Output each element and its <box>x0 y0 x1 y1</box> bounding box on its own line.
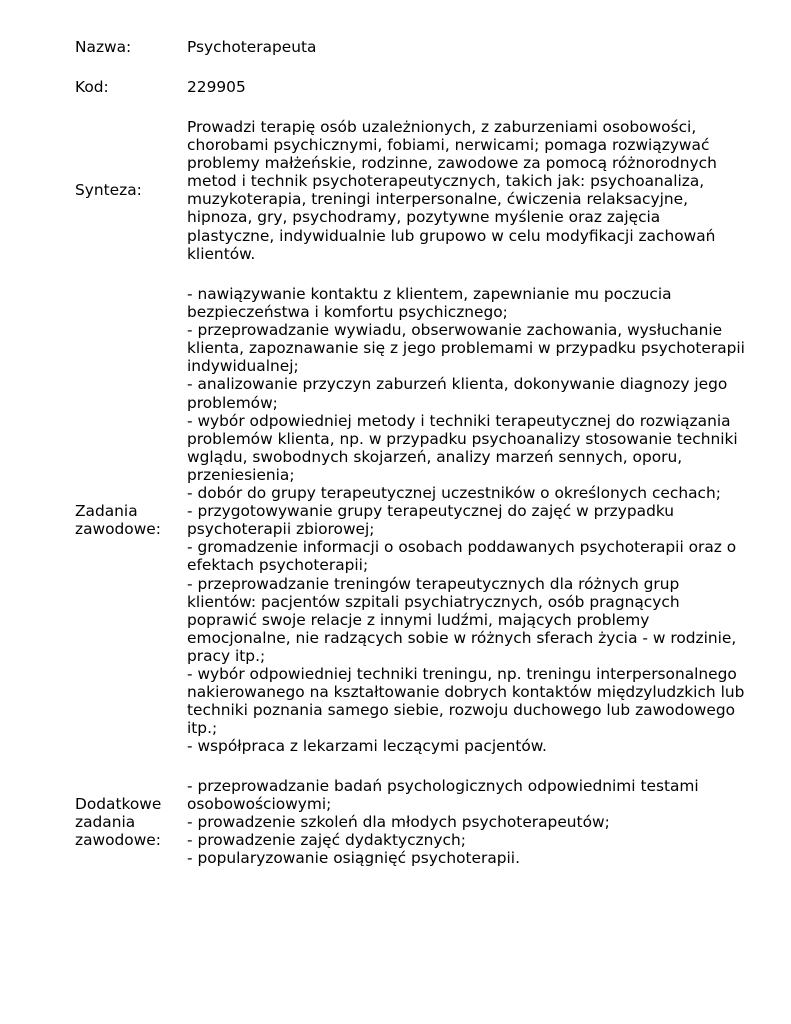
task-line: - gromadzenie informacji o osobach poddawanych psychoterapii oraz o <box>187 538 737 557</box>
additional-tasks-label-line: zadania <box>75 813 136 832</box>
code-row <box>75 78 765 96</box>
task-line: poprawić swoje relacje z innymi ludźmi, mających problemy <box>187 610 650 629</box>
synthesis-line: problemy małżeńskie, rodzinne, zawodowe za pomocą różnorodnych <box>187 154 717 173</box>
task-line: problemów; <box>187 393 278 412</box>
task-line: - dobór do grupy terapeutycznej uczestników o określonych cechach; <box>187 484 721 503</box>
task-line: - przygotowywanie grupy terapeutycznej do zajęć w przypadku <box>187 502 675 521</box>
task-line: przeniesienia; <box>187 465 295 484</box>
synthesis-line: metod i technik psychoterapeutycznych, takich jak: psychoanaliza, <box>187 172 705 191</box>
task-line: nakierowanego na kształtowanie dobrych kontaktów międzyludzkich lub <box>187 683 745 702</box>
name-label: Nazwa: <box>75 38 132 56</box>
additional-task-line: osobowościowymi; <box>187 795 332 814</box>
task-line: pracy itp.; <box>187 646 266 665</box>
synthesis-row <box>75 118 765 263</box>
task-line: klienta, zapoznawanie się z jego problemami w przypadku psychoterapii <box>187 339 745 358</box>
additional-task-line: - prowadzenie szkoleń dla młodych psychoterapeutów; <box>187 813 610 832</box>
code-value: 229905 <box>187 78 246 96</box>
synthesis-label: Synteza: <box>75 181 142 200</box>
tasks-label-line: Zadania <box>75 502 138 521</box>
task-line: techniki poznania samego siebie, rozwoju duchowego lub zawodowego <box>187 701 736 720</box>
tasks-row <box>75 285 765 755</box>
additional-tasks-label-line: Dodatkowe <box>75 795 162 814</box>
task-line: wglądu, swobodnych skojarzeń, analizy marzeń sennych, oporu, <box>187 447 683 466</box>
task-line: itp.; <box>187 719 218 738</box>
name-value: Psychoterapeuta <box>187 38 317 56</box>
task-line: - nawiązywanie kontaktu z klientem, zapewnianie mu poczucia <box>187 285 672 303</box>
task-line: emocjonalne, nie radzących sobie w różnych sferach życia - w rodzinie, <box>187 628 737 647</box>
additional-tasks-list <box>187 777 757 867</box>
task-line: psychoterapii zbiorowej; <box>187 520 375 539</box>
synthesis-line: muzykoterapia, treningi interpersonalne, ćwiczenia relaksacyjne, <box>187 190 688 209</box>
additional-tasks-label-line: zawodowe: <box>75 831 161 850</box>
tasks-label <box>75 502 187 538</box>
synthesis-line: plastyczne, indywidualnie lub grupowo w celu modyfikacji zachowań <box>187 226 716 245</box>
task-line: efektach psychoterapii; <box>187 556 369 575</box>
synthesis-line: Prowadzi terapię osób uzależnionych, z zaburzeniami osobowości, <box>187 118 697 136</box>
task-line: - wybór odpowiedniej techniki treningu, np. treningu interpersonalnego <box>187 664 737 683</box>
tasks-list <box>187 285 757 755</box>
task-line: - analizowanie przyczyn zaburzeń klienta, dokonywanie diagnozy jego <box>187 375 728 394</box>
additional-task-line: - popularyzowanie osiągnięć psychoterapii. <box>187 849 520 868</box>
tasks-label-line: zawodowe: <box>75 520 161 539</box>
task-line: indywidualnej; <box>187 357 299 376</box>
additional-tasks-label <box>75 795 187 849</box>
task-line: problemów klienta, np. w przypadku psychoanalizy stosowanie techniki <box>187 429 738 448</box>
synthesis-line: chorobami psychicznymi, fobiami, nerwicami; pomaga rozwiązywać <box>187 136 710 155</box>
task-line: - przeprowadzanie treningów terapeutycznych dla różnych grup <box>187 574 680 593</box>
task-line: klientów: pacjentów szpitali psychiatrycznych, osób pragnących <box>187 592 680 611</box>
task-line: bezpieczeństwa i komfortu psychicznego; <box>187 303 508 322</box>
additional-task-line: - prowadzenie zajęć dydaktycznych; <box>187 831 466 850</box>
additional-tasks-row <box>75 777 765 867</box>
task-line: - współpraca z lekarzami leczącymi pacjentów. <box>187 737 547 756</box>
additional-task-line: - przeprowadzanie badań psychologicznych odpowiednimi testami <box>187 777 699 795</box>
task-line: - przeprowadzanie wywiadu, obserwowanie zachowania, wysłuchanie <box>187 321 723 340</box>
code-label: Kod: <box>75 78 109 96</box>
synthesis-text <box>187 118 757 263</box>
name-row <box>75 38 765 56</box>
task-line: - wybór odpowiedniej metody i techniki terapeutycznej do rozwiązania <box>187 411 731 430</box>
synthesis-line: klientów. <box>187 244 256 263</box>
synthesis-line: hipnoza, gry, psychodramy, pozytywne myślenie oraz zajęcia <box>187 208 661 227</box>
